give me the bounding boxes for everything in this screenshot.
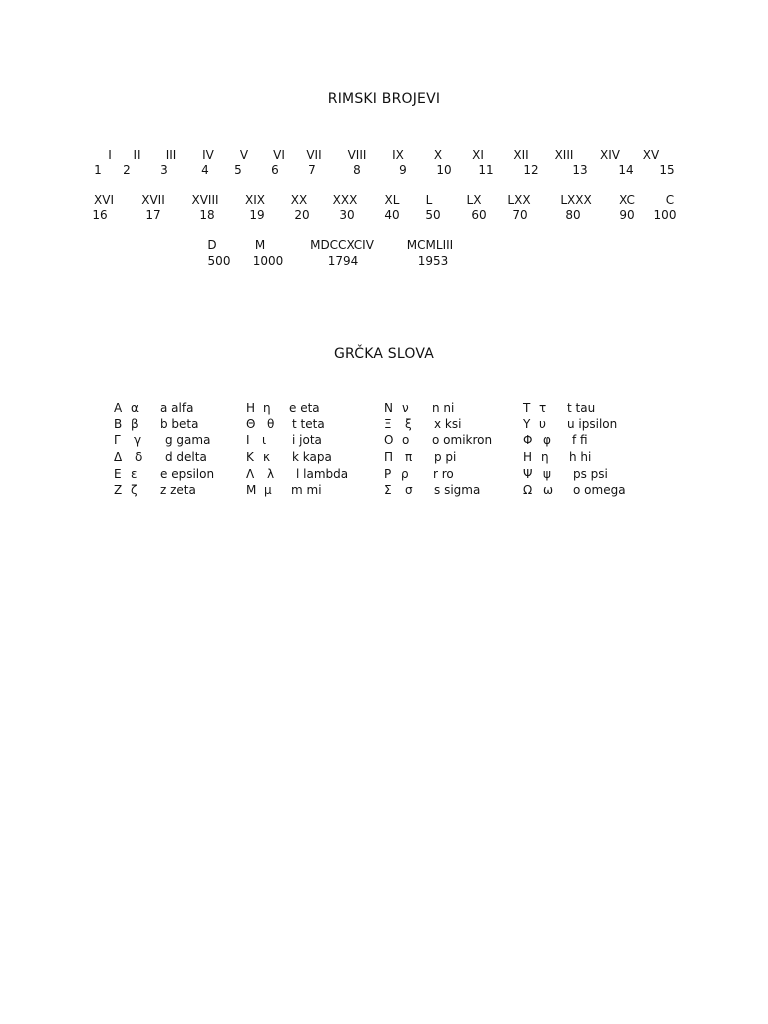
roman-value: 13	[572, 163, 588, 177]
roman-numeral: XII	[513, 148, 529, 162]
roman-value: 40	[384, 208, 400, 222]
greek-letter-name: x ksi	[434, 417, 462, 431]
roman-numeral: X	[433, 148, 443, 162]
greek-uppercase: Θ	[246, 417, 256, 431]
greek-letter-name: d delta	[165, 450, 207, 464]
greek-lowercase: θ	[267, 417, 275, 431]
greek-lowercase: ρ	[401, 467, 409, 481]
greek-lowercase: κ	[263, 450, 271, 464]
greek-lowercase: ε	[131, 467, 138, 481]
greek-lowercase: σ	[405, 483, 413, 497]
roman-numeral: III	[165, 148, 177, 162]
greek-letter-name: b beta	[160, 417, 199, 431]
roman-numeral: L	[425, 193, 433, 207]
greek-uppercase: Ξ	[384, 417, 392, 431]
roman-numeral: VI	[273, 148, 285, 162]
greek-lowercase: τ	[539, 401, 547, 415]
roman-value: 8	[353, 163, 361, 177]
roman-numeral: LX	[466, 193, 482, 207]
roman-numeral: VII	[306, 148, 322, 162]
roman-numeral: XV	[642, 148, 660, 162]
roman-numeral: XX	[290, 193, 308, 207]
greek-uppercase: B	[114, 417, 123, 431]
greek-uppercase: Φ	[523, 433, 533, 447]
greek-uppercase: Γ	[114, 433, 121, 447]
greek-uppercase: E	[114, 467, 122, 481]
roman-value: 11	[478, 163, 494, 177]
roman-numeral: IV	[202, 148, 214, 162]
greek-uppercase: P	[384, 467, 392, 481]
greek-letter-name: f fi	[572, 433, 588, 447]
greek-letter-name: l lambda	[296, 467, 349, 481]
greek-letter-name: t tau	[567, 401, 596, 415]
greek-lowercase: δ	[135, 450, 143, 464]
greek-uppercase: Ψ	[523, 467, 533, 481]
roman-value: 7	[308, 163, 316, 177]
roman-numeral: XC	[619, 193, 635, 207]
roman-value: 80	[565, 208, 581, 222]
greek-letter-name: e eta	[289, 401, 320, 415]
greek-letter-name: s sigma	[434, 483, 481, 497]
roman-value: 18	[199, 208, 215, 222]
roman-value: 9	[399, 163, 407, 177]
roman-value: 100	[653, 208, 677, 222]
roman-numeral: LXXX	[560, 193, 592, 207]
roman-value: 5	[234, 163, 242, 177]
roman-value: 6	[271, 163, 279, 177]
greek-lowercase: η	[263, 401, 271, 415]
greek-lowercase: β	[131, 417, 139, 431]
roman-numeral: MCMLIII	[406, 238, 454, 252]
roman-numeral: II	[133, 148, 141, 162]
roman-numeral: D	[207, 238, 217, 252]
roman-value: 90	[619, 208, 635, 222]
greek-uppercase: M	[246, 483, 257, 497]
greek-lowercase: ψ	[543, 467, 551, 481]
greek-lowercase: ο	[402, 433, 410, 447]
greek-letter-name: o omikron	[432, 433, 493, 447]
roman-value: 70	[512, 208, 528, 222]
greek-uppercase: Σ	[384, 483, 392, 497]
greek-lowercase: υ	[539, 417, 546, 431]
greek-letter-name: g gama	[165, 433, 211, 447]
roman-value: 60	[471, 208, 487, 222]
roman-numeral: XVIII	[191, 193, 219, 207]
greek-letter-name: k kapa	[292, 450, 332, 464]
greek-uppercase: Ω	[523, 483, 533, 497]
greek-letter-name: o omega	[573, 483, 626, 497]
roman-numeral: V	[239, 148, 249, 162]
greek-uppercase: I	[246, 433, 250, 447]
roman-numeral: I	[108, 148, 112, 162]
greek-uppercase: T	[523, 401, 531, 415]
roman-value: 2	[123, 163, 131, 177]
roman-value: 17	[145, 208, 161, 222]
roman-numeral: IX	[392, 148, 404, 162]
roman-numeral: XXX	[332, 193, 358, 207]
greek-letter-name: z zeta	[160, 483, 196, 497]
roman-section-title: RIMSKI BROJEVI	[327, 91, 441, 107]
roman-numeral: XL	[384, 193, 400, 207]
greek-uppercase: Δ	[114, 450, 123, 464]
greek-lowercase: ω	[543, 483, 554, 497]
greek-lowercase: ν	[402, 401, 409, 415]
roman-numeral: MDCCXCIV	[310, 238, 374, 252]
roman-value: 1953	[417, 254, 449, 268]
roman-value: 16	[92, 208, 108, 222]
roman-numeral: VIII	[347, 148, 367, 162]
greek-letter-name: m mi	[291, 483, 322, 497]
greek-lowercase: λ	[267, 467, 275, 481]
greek-letter-name: u ipsilon	[567, 417, 618, 431]
greek-uppercase: A	[114, 401, 123, 415]
greek-letter-name: n ni	[432, 401, 455, 415]
greek-letter-name: t teta	[292, 417, 325, 431]
roman-value: 19	[249, 208, 265, 222]
greek-uppercase: N	[384, 401, 393, 415]
greek-lowercase: α	[131, 401, 139, 415]
greek-letter-name: r ro	[433, 467, 454, 481]
roman-value: 50	[425, 208, 441, 222]
roman-value: 20	[294, 208, 310, 222]
roman-value: 30	[339, 208, 355, 222]
greek-letter-name: p pi	[434, 450, 457, 464]
greek-letter-name: ps psi	[573, 467, 608, 481]
roman-numeral: XIX	[245, 193, 265, 207]
greek-uppercase: H	[246, 401, 256, 415]
roman-value: 3	[160, 163, 168, 177]
greek-uppercase: H	[523, 450, 533, 464]
roman-value: 4	[201, 163, 209, 177]
greek-lowercase: ι	[262, 433, 267, 447]
greek-letter-name: e epsilon	[160, 467, 215, 481]
roman-value: 12	[523, 163, 539, 177]
greek-uppercase: Λ	[246, 467, 255, 481]
roman-value: 1000	[252, 254, 284, 268]
greek-uppercase: O	[384, 433, 394, 447]
roman-numeral: LXX	[507, 193, 531, 207]
greek-lowercase: μ	[264, 483, 272, 497]
greek-lowercase: φ	[543, 433, 551, 447]
roman-value: 15	[659, 163, 675, 177]
roman-numeral: XVII	[141, 193, 165, 207]
greek-letter-name: i jota	[292, 433, 322, 447]
greek-lowercase: ζ	[131, 483, 138, 497]
greek-uppercase: Z	[114, 483, 123, 497]
greek-uppercase: K	[246, 450, 254, 464]
greek-letter-name: h hi	[569, 450, 592, 464]
greek-letter-name: a alfa	[160, 401, 194, 415]
roman-numeral: XI	[472, 148, 484, 162]
roman-numeral: XIV	[600, 148, 620, 162]
greek-lowercase: η	[541, 450, 549, 464]
greek-uppercase: Y	[523, 417, 531, 431]
greek-section-title: GRČKA SLOVA	[333, 346, 435, 362]
roman-numeral: M	[254, 238, 266, 252]
roman-value: 10	[436, 163, 452, 177]
roman-numeral: XIII	[554, 148, 574, 162]
greek-lowercase: γ	[134, 433, 142, 447]
roman-value: 14	[618, 163, 634, 177]
greek-lowercase: ξ	[405, 417, 412, 431]
greek-uppercase: Π	[384, 450, 394, 464]
roman-value: 1	[94, 163, 102, 177]
roman-value: 1794	[327, 254, 359, 268]
roman-numeral: C	[665, 193, 675, 207]
greek-lowercase: π	[405, 450, 413, 464]
roman-value: 500	[207, 254, 231, 268]
roman-numeral: XVI	[94, 193, 114, 207]
